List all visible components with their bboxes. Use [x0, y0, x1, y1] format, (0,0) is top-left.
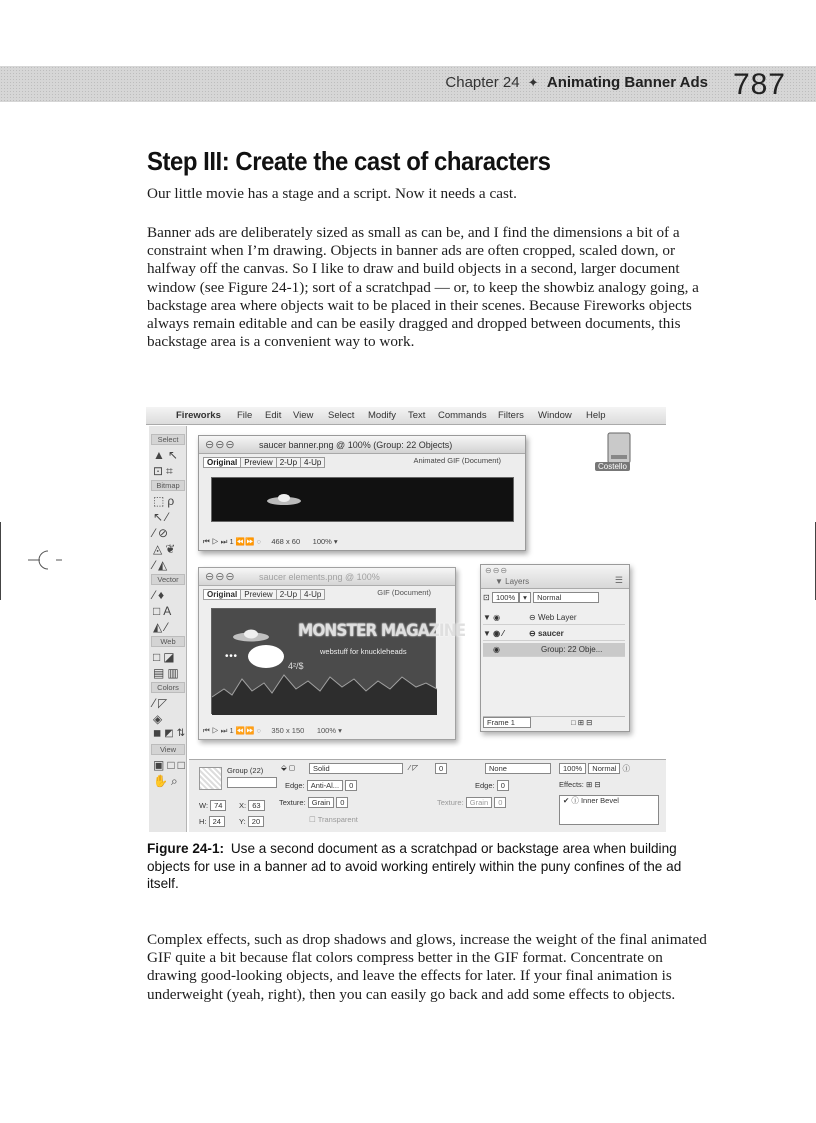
frame-select[interactable]: Frame 1	[483, 717, 531, 728]
w-label: W:	[199, 801, 209, 810]
layer-row-saucer[interactable]	[483, 627, 625, 641]
scratchpad-canvas[interactable]	[211, 608, 466, 714]
playback-controls-icon[interactable]: ⏮ ▷ ⏭ 1 ⏪⏩ ◌	[203, 537, 270, 546]
paragraph-effects: Complex effects, such as drop shadows and glows, increase the weight of the final animated GIF quite a bit because flat colors compress better in the GIF format. Concentrate on drawing good-looking objects, and leave the effects for later. If your final animation is underweight (yeah, right), then you can easily go back and add some effects to objects.	[147, 931, 707, 1003]
running-head	[0, 66, 816, 102]
panel-controls-icon[interactable]: ⊖⊖⊖	[485, 566, 509, 575]
properties-inspector	[189, 759, 666, 832]
layer-buttons-icon[interactable]: □ ⊞ ⊟	[571, 718, 593, 727]
texture-label: Texture:	[279, 798, 306, 807]
object-opacity-field[interactable]: 100%	[559, 763, 586, 774]
screen-mode-icon[interactable]: ▣□□	[153, 758, 188, 772]
height-field[interactable]: 24	[209, 816, 225, 827]
add-effect-icon[interactable]: ⊞ ⊟	[585, 780, 601, 789]
object-blend-select[interactable]: Normal	[588, 763, 620, 774]
mac-menubar	[146, 407, 666, 425]
window-status-bar	[203, 537, 338, 547]
menu-view[interactable]: View	[293, 410, 314, 421]
menu-help[interactable]: Help	[586, 410, 606, 421]
crop-mark-left	[0, 522, 1, 600]
layer-lock-icon[interactable]: ⊡	[483, 593, 490, 602]
y-label: Y:	[239, 817, 246, 826]
running-head-text	[445, 74, 708, 91]
layers-footer	[483, 716, 625, 728]
eyedropper-tool-icon[interactable]: ⁄◭	[153, 558, 171, 572]
x-field[interactable]: 63	[248, 800, 264, 811]
caption-label: Figure 24-1:	[147, 841, 225, 856]
layer-row-group[interactable]	[483, 643, 625, 657]
fill-type-select[interactable]: Solid	[309, 763, 403, 774]
wand-tool-icon[interactable]: ↖⁄	[153, 510, 172, 524]
effect-item[interactable]: Inner Bevel	[580, 796, 619, 805]
layer-blend-select[interactable]: Normal	[533, 592, 599, 603]
y-field[interactable]: 20	[248, 816, 264, 827]
hand-zoom-icon[interactable]: ✋⌕	[153, 774, 181, 788]
tools-label-vector: Vector	[151, 574, 185, 585]
tools-panel	[149, 426, 187, 832]
zoom-menu[interactable]: 100% ▾	[312, 537, 338, 546]
window-title: saucer elements.png @ 100%	[259, 572, 380, 582]
document-type: GIF (Document)	[377, 588, 431, 597]
menu-file[interactable]: File	[237, 410, 253, 421]
stroke-texture-select[interactable]: Grain	[466, 797, 492, 808]
tab-2up[interactable]: 2-Up	[276, 589, 301, 600]
stroke-edge-label: Edge:	[475, 781, 495, 790]
mountain-silhouette	[212, 667, 437, 715]
brush-tool-icon[interactable]: ⁄⊘	[153, 526, 172, 540]
stroke-edge-field[interactable]: 0	[497, 780, 509, 791]
tab-preview[interactable]: Preview	[240, 457, 276, 468]
menu-select[interactable]: Select	[328, 410, 355, 421]
stroke-pencil-icon[interactable]: ⁄ ◸	[409, 763, 419, 772]
magazine-title: MONSTER MAGAZINE	[298, 621, 466, 641]
object-thumbnail	[199, 767, 222, 790]
swap-colors-icon[interactable]: ◼◩⇅	[153, 728, 189, 739]
scratchpad-document-window[interactable]	[198, 567, 466, 740]
menu-modify[interactable]: Modify	[368, 410, 396, 421]
view-tabs	[203, 457, 324, 468]
flying-saucer-icon	[232, 627, 270, 643]
menu-edit[interactable]: Edit	[265, 410, 282, 421]
stroke-type-select[interactable]: None	[485, 763, 551, 774]
bucket-tool-icon[interactable]: ◬❦	[153, 542, 179, 556]
tab-original[interactable]: Original	[203, 457, 241, 468]
white-blob-shape	[248, 645, 284, 668]
hotspot-tool-icon[interactable]: □◪	[153, 650, 178, 664]
caption-text: Use a second document as a scratchpad or backstage area when building objects for use in a banner ad to avoid working entirely within the puny confines of the ad itself.	[147, 841, 682, 891]
edge-select[interactable]: Anti-Al...	[307, 780, 343, 791]
separator-star-icon: ✦	[527, 75, 539, 90]
line-tool-icon[interactable]: ⁄♦	[153, 588, 168, 602]
texture-value-field[interactable]: 0	[336, 797, 348, 808]
layers-title: Layers	[505, 577, 530, 586]
expand-triangle-icon[interactable]: ▼ ◉	[483, 613, 501, 622]
dot-trail-icon: • • •	[225, 651, 237, 662]
chapter-label: Chapter 24	[445, 74, 520, 91]
paragraph-intro: Our little movie has a stage and a script. Now it needs a cast.	[147, 185, 517, 202]
tab-preview[interactable]: Preview	[240, 589, 276, 600]
flying-saucer-icon	[266, 492, 302, 506]
width-field[interactable]: 74	[210, 800, 226, 811]
banner-document-window[interactable]	[198, 435, 526, 551]
section-heading: Step III: Create the cast of characters	[147, 146, 551, 176]
transparent-checkbox[interactable]: ☐	[309, 815, 316, 824]
transparent-label: Transparent	[317, 815, 358, 824]
h-label: H:	[199, 817, 207, 826]
window-status-bar	[203, 726, 342, 736]
panel-options-icon[interactable]: ☰	[614, 575, 623, 585]
canvas-formula: 4²/$	[288, 661, 304, 671]
tab-4up[interactable]: 4-Up	[300, 457, 325, 468]
tab-4up[interactable]: 4-Up	[300, 589, 325, 600]
effects-label: Effects:	[559, 780, 584, 789]
registration-mark-icon	[28, 546, 68, 574]
stroke-color-icon[interactable]: ⁄◸	[153, 696, 171, 710]
edge-label: Edge:	[285, 781, 305, 790]
window-titlebar[interactable]	[199, 568, 455, 586]
knife-tool-icon[interactable]: ◭⁄	[153, 620, 171, 634]
fill-bucket-icon[interactable]: ⬙ ◻	[281, 763, 296, 772]
layers-titlebar[interactable]	[481, 565, 629, 589]
canvas-size: 468 x 60	[271, 537, 301, 546]
edge-value-field[interactable]: 0	[345, 780, 357, 791]
paragraph-backstage: Banner ads are deliberately sized as small as can be, and I find the dimensions a bit of a constraint when I’m drawing. Objects in banner ads are often cropped, scaled down, or halfway off the canvas. So I like to draw and build objects in a second, larger document window (see Figure 24-1); sort of a scratchpad — or, to keep the showbiz analogy going, a backstage area where objects wait to be placed in their scenes. Because Fireworks objects always remain editable and can be easily dragged and dropped between documents, this backstage area is a convenient way to work.	[147, 224, 699, 351]
playback-controls-icon[interactable]: ⏮ ▷ ⏭ 1 ⏪⏩ ◌	[203, 726, 270, 735]
stroke-texture-label: Texture:	[437, 798, 464, 807]
effects-list[interactable]	[559, 795, 659, 825]
rect-tool-icon[interactable]: □A	[153, 604, 175, 618]
window-controls-icon[interactable]: ⊖⊖⊖	[205, 571, 236, 583]
tools-label-view: View	[151, 744, 185, 755]
document-type: Animated GIF (Document)	[413, 456, 501, 465]
menu-window[interactable]: Window	[538, 410, 572, 421]
tab-original[interactable]: Original	[203, 589, 241, 600]
figure-caption	[147, 840, 707, 893]
marquee-tool-icon[interactable]: ⬚ρ	[153, 494, 178, 508]
pointer-tool-icon[interactable]: ▲↖	[153, 448, 181, 462]
slice-tool-icon[interactable]: ▤▥	[153, 666, 182, 680]
layer-name: Group: 22 Obje...	[541, 645, 603, 654]
menu-fireworks[interactable]: Fireworks	[176, 410, 221, 421]
tools-label-select: Select	[151, 434, 185, 445]
drive-label[interactable]: Costello	[595, 462, 630, 471]
object-name: Group (22)	[227, 766, 264, 775]
crop-tool-icon[interactable]: ⊡⌗	[153, 464, 176, 478]
page-number: 787	[732, 68, 786, 101]
layer-name: ⊖ saucer	[529, 629, 564, 638]
tools-label-colors: Colors	[151, 682, 185, 693]
figure-24-1-screenshot	[146, 407, 666, 832]
zoom-menu[interactable]: 100% ▾	[316, 726, 342, 735]
x-label: X:	[239, 801, 247, 810]
tools-label-web: Web	[151, 636, 185, 647]
fill-color-icon[interactable]: ◈	[153, 712, 166, 726]
stroke-size-field[interactable]: 0	[435, 763, 447, 774]
view-tabs	[203, 589, 324, 600]
visibility-eye-icon[interactable]: ◉	[493, 645, 500, 654]
chapter-title: Animating Banner Ads	[546, 74, 708, 91]
layers-controls	[483, 592, 625, 605]
banner-canvas[interactable]	[211, 477, 514, 522]
object-name-field[interactable]	[227, 777, 277, 788]
layer-opacity-field[interactable]: 100%	[492, 592, 519, 603]
stroke-texture-value[interactable]: 0	[494, 797, 506, 808]
magazine-subtitle: webstuff for knuckleheads	[320, 647, 407, 656]
menu-commands[interactable]: Commands	[438, 410, 487, 421]
window-titlebar[interactable]	[199, 436, 525, 454]
menu-text[interactable]: Text	[408, 410, 426, 421]
tools-label-bitmap: Bitmap	[151, 480, 185, 491]
info-icon[interactable]: ⓘ	[622, 764, 631, 773]
menu-filters[interactable]: Filters	[498, 410, 524, 421]
layer-row-web[interactable]	[483, 611, 625, 625]
canvas-size: 350 x 150	[271, 726, 305, 735]
layers-panel[interactable]	[480, 564, 630, 732]
layer-name: ⊖ Web Layer	[529, 613, 577, 622]
expand-triangle-icon[interactable]: ▼ ◉ ⁄	[483, 629, 504, 638]
texture-select[interactable]: Grain	[308, 797, 334, 808]
opacity-dropdown-icon[interactable]: ▾	[519, 592, 531, 603]
window-controls-icon[interactable]: ⊖⊖⊖	[205, 439, 236, 451]
effect-check-icon[interactable]: ✔ ⓘ	[563, 796, 579, 805]
window-title: saucer banner.png @ 100% (Group: 22 Objects)	[259, 440, 453, 450]
tab-2up[interactable]: 2-Up	[276, 457, 301, 468]
layers-tab[interactable]: ▼ Layers	[495, 577, 530, 586]
